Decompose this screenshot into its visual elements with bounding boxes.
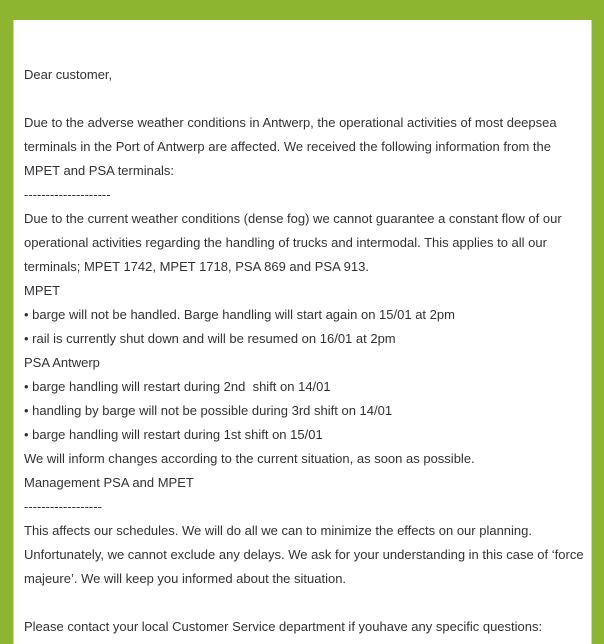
signoff: Management PSA and MPET — [24, 475, 194, 490]
email-body-panel — [13, 20, 592, 644]
notice-paragraph: Due to the current weather conditions (dense fog) we cannot guarantee a constant flow of our operational activities regarding the handling of trucks and intermodal. This applies to all our terminals; MPET 1742, MPET 1718, PSA 869 and PSA 913. — [24, 211, 566, 274]
inform-paragraph: We will inform changes according to the current situation, as soon as possible. — [24, 451, 475, 466]
mpet-heading: MPET — [24, 283, 61, 298]
contact-paragraph: Please contact your local Customer Service department if youhave any specific questions: — [24, 619, 543, 634]
separator-top: -------------------- — [24, 187, 111, 202]
list-item: • rail is currently shut down and will be resumed on 16/01 at 2pm — [24, 331, 396, 346]
intro-paragraph: Due to the adverse weather conditions in Antwerp, the operational activities of most deepsea terminals in the Port of Antwerp are affected. We received the following information from the MPET and PSA terminals: — [24, 115, 561, 178]
list-item: • barge will not be handled. Barge handling will start again on 15/01 at 2pm — [24, 307, 455, 322]
schedules-paragraph: This affects our schedules. We will do all we can to minimize the effects on our planning. Unfortunately, we cannot exclude any delays. We ask for your understanding in this case of ‘force majeure’. We will keep you informed about the situation. — [24, 523, 588, 586]
spacer — [24, 87, 584, 111]
spacer — [24, 591, 584, 615]
separator-bottom: ------------------ — [24, 499, 102, 514]
email-content — [24, 63, 588, 639]
list-item: • barge handling will restart during 1st shift on 15/01 — [24, 427, 323, 442]
psa-heading: PSA Antwerp — [24, 355, 100, 370]
list-item: • handling by barge will not be possible during 3rd shift on 14/01 — [24, 403, 393, 418]
greeting: Dear customer, — [24, 67, 113, 82]
list-item: • barge handling will restart during 2nd shift on 14/01 — [24, 379, 331, 394]
